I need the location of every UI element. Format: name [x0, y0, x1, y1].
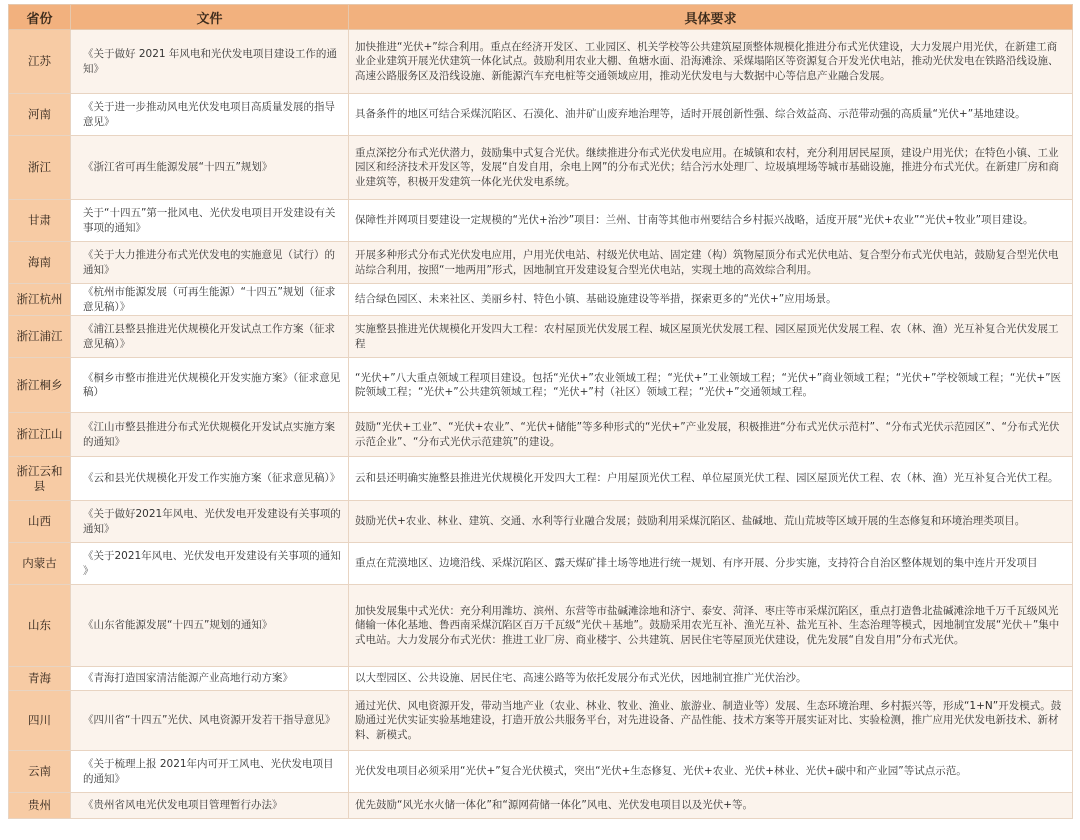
table-row: [9, 501, 1073, 543]
table-header-row: [9, 5, 1073, 30]
requirement-cell: 结合绿色园区、未来社区、美丽乡村、特色小镇、基础设施建设等举措，探索更多的“光伏+”应用场景。: [349, 284, 1073, 316]
table-row: [9, 30, 1073, 94]
document-cell: 《桐乡市整市推进光伏规模化开发实施方案》（征求意见稿）: [71, 358, 349, 413]
table-row: [9, 358, 1073, 413]
policy-table: [8, 4, 1073, 819]
table-row: [9, 284, 1073, 316]
requirement-cell: 光伏发电项目必须采用“光伏+”复合光伏模式，突出“光伏+生态修复、光伏+农业、光伏+林业、光伏+碳中和产业园”等试点示范。: [349, 751, 1073, 793]
header-document: 文件: [71, 5, 349, 30]
document-cell: 《山东省能源发展“十四五”规划的通知》: [71, 585, 349, 667]
table-row: [9, 94, 1073, 136]
requirement-cell: 通过光伏、风电资源开发，带动当地产业（农业、林业、牧业、渔业、旅游业、制造业等）发展、生态环境治理、乡村振兴等，形成“1+N”开发模式。鼓励通过光伏实证实验基地建设，打造开放公共服务平台，对先进设备、产品性能、技术方案等开展实证对比、实验检测，推广应用光伏发电新技术、新材料、新模式。: [349, 691, 1073, 751]
requirement-cell: 重点在荒漠地区、边境沿线、采煤沉陷区、露天煤矿排土场等地进行统一规划、有序开展、分步实施，支持符合自治区整体规划的集中连片开发项目: [349, 543, 1073, 585]
document-cell: 《青海打造国家清洁能源产业高地行动方案》: [71, 667, 349, 691]
table-row: [9, 316, 1073, 358]
table-row: [9, 751, 1073, 793]
document-cell: 《四川省“十四五”光伏、风电资源开发若干指导意见》: [71, 691, 349, 751]
province-cell: 浙江杭州: [9, 284, 71, 316]
requirement-cell: “光伏+”八大重点领域工程项目建设。包括“光伏+”农业领域工程；“光伏+”工业领域工程；“光伏+”商业领域工程；“光伏+”学校领域工程；“光伏+”医院领域工程；“光伏+”公共建筑领域工程；“光伏+”村（社区）领域工程；“光伏+”交通领域工程。: [349, 358, 1073, 413]
table-row: [9, 543, 1073, 585]
requirement-cell: 加快发展集中式光伏：充分利用潍坊、滨州、东营等市盐碱滩涂地和济宁、泰安、菏泽、枣庄等市采煤沉陷区，重点打造鲁北盐碱滩涂地千万千瓦级风光储输一体化基地、鲁西南采煤沉陷区百万千瓦级“光伏＋基地”。鼓励采用农光互补、渔光互补、盐光互补、生态治理等模式，因地制宜发展“光伏＋”集中式电站。大力发展分布式光伏：推进工业厂房、商业楼宇、公共建筑、居民住宅等屋顶光伏建设，优先发展“自发自用”分布式光伏。: [349, 585, 1073, 667]
province-cell: 河南: [9, 94, 71, 136]
table-row: [9, 691, 1073, 751]
requirement-cell: 重点深挖分布式光伏潜力，鼓励集中式复合光伏。继续推进分布式光伏发电应用。在城镇和农村，充分利用居民屋顶，建设户用光伏；在特色小镇、工业园区和经济技术开发区等，发展“自发自用，余电上网”的分布式光伏；结合污水处理厂、垃圾填埋场等城市基础设施，推进分布式光伏。在新建厂房和商业建筑等，积极开发建筑一体化光伏发电系统。: [349, 136, 1073, 200]
table-row: [9, 667, 1073, 691]
document-cell: 《杭州市能源发展（可再生能源）“十四五”规划（征求意见稿）》: [71, 284, 349, 316]
document-cell: 《江山市整县推进分布式光伏规模化开发试点实施方案的通知》: [71, 413, 349, 457]
table-row: [9, 136, 1073, 200]
document-cell: 《浙江省可再生能源发展“十四五”规划》: [71, 136, 349, 200]
table-row: [9, 585, 1073, 667]
table-body: [9, 30, 1073, 819]
document-cell: 《关于做好 2021 年风电和光伏发电项目建设工作的通知》: [71, 30, 349, 94]
province-cell: 浙江云和县: [9, 457, 71, 501]
province-cell: 浙江浦江: [9, 316, 71, 358]
requirement-cell: 开展多种形式分布式光伏发电应用，户用光伏电站、村级光伏电站、固定建（构）筑物屋顶分布式光伏电站、复合型分布式光伏电站，鼓励复合型光伏电站综合利用，按照“一地两用”形式，因地制宜开发建设复合型光伏电站，实现土地的高效综合利用。: [349, 242, 1073, 284]
policy-table-container: [8, 4, 1072, 836]
province-cell: 云南: [9, 751, 71, 793]
requirement-cell: 鼓励光伏+农业、林业、建筑、交通、水利等行业融合发展；鼓励利用采煤沉陷区、盐碱地、荒山荒坡等区域开展的生态修复和环境治理类项目。: [349, 501, 1073, 543]
province-cell: 浙江桐乡: [9, 358, 71, 413]
province-cell: 四川: [9, 691, 71, 751]
requirement-cell: 加快推进“光伏+”综合利用。重点在经济开发区、工业园区、机关学校等公共建筑屋顶整体规模化推进分布式光伏建设，大力发展户用光伏，在新建工商业企业建筑开展光伏建筑一体化试点。鼓励利用农业大棚、鱼塘水面、沿海滩涂、采煤塌陷区等资源复合开发光伏电站，推动光伏发电在铁路沿线设施、高速公路服务区及沿线设施、新能源汽车充电桩等交通领域应用，推动光伏发电与大数据中心等信息产业融合发展。: [349, 30, 1073, 94]
document-cell: 关于“十四五”第一批风电、光伏发电项目开发建设有关事项的通知》: [71, 200, 349, 242]
requirement-cell: 优先鼓励“风光水火储一体化”和“源网荷储一体化”风电、光伏发电项目以及光伏+等。: [349, 793, 1073, 819]
province-cell: 甘肃: [9, 200, 71, 242]
province-cell: 山东: [9, 585, 71, 667]
province-cell: 山西: [9, 501, 71, 543]
province-cell: 浙江: [9, 136, 71, 200]
document-cell: 《关于梳理上报 2021年内可开工风电、光伏发电项目的通知》: [71, 751, 349, 793]
table-row: [9, 413, 1073, 457]
document-cell: 《浦江县整县推进光伏规模化开发试点工作方案（征求意见稿）》: [71, 316, 349, 358]
requirement-cell: 云和县还明确实施整县推进光伏规模化开发四大工程：户用屋顶光伏工程、单位屋顶光伏工程、园区屋顶光伏工程、农（林、渔）光互补复合光伏工程。: [349, 457, 1073, 501]
table-row: [9, 200, 1073, 242]
requirement-cell: 具备条件的地区可结合采煤沉陷区、石漠化、油井矿山废弃地治理等，适时开展创新性强、综合效益高、示范带动强的高质量“光伏+”基地建设。: [349, 94, 1073, 136]
requirement-cell: 实施整县推进光伏规模化开发四大工程：农村屋顶光伏发展工程、城区屋顶光伏发展工程、园区屋顶光伏发展工程、农（林、渔）光互补复合光伏发展工程: [349, 316, 1073, 358]
requirement-cell: 鼓励“光伏+工业”、“光伏+农业”、“光伏+储能”等多种形式的“光伏+”产业发展，积极推进“分布式光伏示范村”、“分布式光伏示范园区”、“分布式光伏示范企业”、“分布式光伏示范建筑”的建设。: [349, 413, 1073, 457]
requirement-cell: 保障性并网项目要建设一定规模的“光伏+治沙”项目：兰州、甘南等其他市州要结合乡村振兴战略，适度开展“光伏+农业”“光伏+牧业”项目建设。: [349, 200, 1073, 242]
document-cell: 《关于大力推进分布式光伏发电的实施意见（试行）的通知》: [71, 242, 349, 284]
province-cell: 海南: [9, 242, 71, 284]
province-cell: 内蒙古: [9, 543, 71, 585]
document-cell: 《贵州省风电光伏发电项目管理暂行办法》: [71, 793, 349, 819]
document-cell: 《云和县光伏规模化开发工作实施方案（征求意见稿）》: [71, 457, 349, 501]
province-cell: 浙江江山: [9, 413, 71, 457]
table-row: [9, 242, 1073, 284]
table-row: [9, 457, 1073, 501]
document-cell: 《关于2021年风电、光伏发电开发建设有关事项的通知 》: [71, 543, 349, 585]
table-row: [9, 793, 1073, 819]
header-requirement: 具体要求: [349, 5, 1073, 30]
province-cell: 江苏: [9, 30, 71, 94]
province-cell: 贵州: [9, 793, 71, 819]
requirement-cell: 以大型园区、公共设施、居民住宅、高速公路等为依托发展分布式光伏，因地制宜推广光伏治沙。: [349, 667, 1073, 691]
province-cell: 青海: [9, 667, 71, 691]
header-province: 省份: [9, 5, 71, 30]
document-cell: 《关于进一步推动风电光伏发电项目高质量发展的指导意见》: [71, 94, 349, 136]
document-cell: 《关于做好2021年风电、光伏发电开发建设有关事项的通知》: [71, 501, 349, 543]
